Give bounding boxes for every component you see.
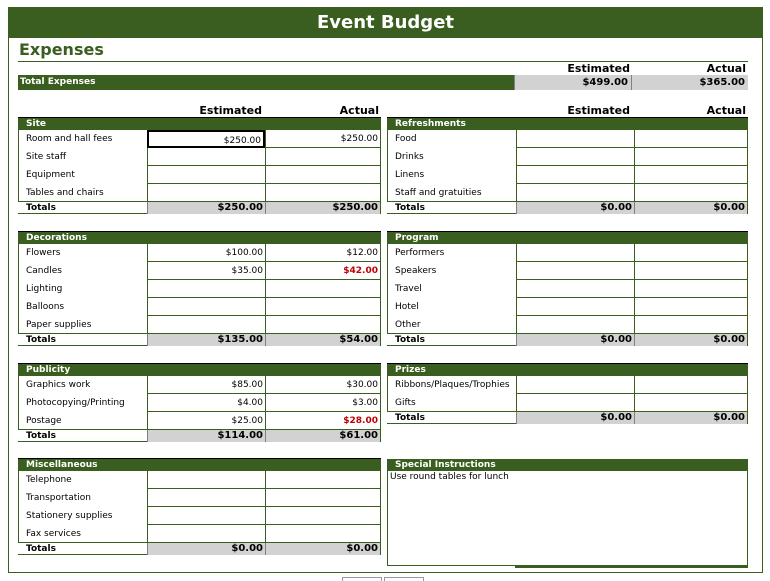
refreshments-row <box>387 148 748 166</box>
total-expenses-actual[interactable]: $365.00 <box>631 75 748 90</box>
expenses-heading: Expenses <box>19 40 104 59</box>
decorations-totals-row <box>18 333 381 346</box>
miscellaneous-row-label: Stationery supplies <box>26 511 113 521</box>
refreshments-row-label: Linens <box>395 170 425 180</box>
program-estimated-cell[interactable] <box>516 244 634 262</box>
miscellaneous-actual-cell[interactable] <box>265 507 381 525</box>
miscellaneous-actual-cell[interactable] <box>265 525 381 543</box>
prizes-total-estimated[interactable]: $0.00 <box>516 412 634 424</box>
sheet-tab-button[interactable] <box>342 577 382 581</box>
decorations-estimated-cell[interactable] <box>147 316 265 334</box>
prizes-totals-label: Totals <box>395 413 425 423</box>
program-row <box>387 298 748 316</box>
decorations-row <box>18 262 381 280</box>
site-row <box>18 166 381 184</box>
publicity-actual-cell[interactable]: $3.00 <box>265 394 381 412</box>
decorations-row-label: Candles <box>26 266 62 276</box>
refreshments-total-actual[interactable]: $0.00 <box>634 202 748 214</box>
publicity-totals-row <box>18 429 381 442</box>
publicity-estimated-cell[interactable]: $85.00 <box>147 376 265 394</box>
miscellaneous-row <box>18 507 381 525</box>
decorations-estimated-cell[interactable]: $35.00 <box>147 262 265 280</box>
decorations-totals-label: Totals <box>26 335 56 345</box>
decorations-total-estimated[interactable]: $135.00 <box>147 334 265 346</box>
publicity-row <box>18 412 381 430</box>
refreshments-estimated-cell[interactable] <box>516 130 634 148</box>
miscellaneous-estimated-cell[interactable] <box>147 525 265 543</box>
program-totals-label: Totals <box>395 335 425 345</box>
miscellaneous-row <box>18 471 381 489</box>
refreshments-header: Refreshments <box>387 118 748 130</box>
refreshments-estimated-cell[interactable] <box>516 184 634 202</box>
site-estimated-cell[interactable]: $250.00 <box>147 130 265 148</box>
prizes-row <box>387 394 748 412</box>
refreshments-left-border <box>387 130 388 202</box>
program-actual-cell[interactable] <box>634 316 748 334</box>
program-estimated-cell[interactable] <box>516 298 634 316</box>
site-estimated-cell[interactable] <box>147 166 265 184</box>
special-instructions-header: Special Instructions <box>387 459 748 471</box>
publicity-row-label: Photocopying/Printing <box>26 398 125 408</box>
prizes-left-border <box>387 376 388 412</box>
site-row <box>18 184 381 202</box>
site-left-border <box>18 130 19 202</box>
publicity-estimated-cell[interactable]: $25.00 <box>147 412 265 430</box>
program-row-label: Speakers <box>395 266 437 276</box>
refreshments-actual-cell[interactable] <box>634 166 748 184</box>
total-expenses-row <box>18 75 748 90</box>
miscellaneous-total-estimated[interactable]: $0.00 <box>147 543 265 555</box>
program-actual-cell[interactable] <box>634 280 748 298</box>
right-actual-header: Actual <box>706 104 746 117</box>
program-row <box>387 316 748 334</box>
refreshments-actual-cell[interactable] <box>634 148 748 166</box>
miscellaneous-row <box>18 525 381 543</box>
decorations-total-actual[interactable]: $54.00 <box>265 334 381 346</box>
special-instructions-underline <box>515 566 748 568</box>
prizes-estimated-cell[interactable] <box>516 376 634 394</box>
program-left-border <box>387 244 388 334</box>
program-row-label: Travel <box>395 284 422 294</box>
decorations-row <box>18 244 381 262</box>
publicity-row <box>18 394 381 412</box>
refreshments-estimated-cell[interactable] <box>516 166 634 184</box>
decorations-row <box>18 280 381 298</box>
right-estimated-header: Estimated <box>567 104 630 117</box>
total-expenses-estimated[interactable]: $499.00 <box>514 75 631 90</box>
site-actual-cell[interactable] <box>265 148 381 166</box>
publicity-actual-cell[interactable]: $30.00 <box>265 376 381 394</box>
refreshments-actual-cell[interactable] <box>634 130 748 148</box>
prizes-totals-row <box>387 411 748 424</box>
left-actual-header: Actual <box>339 104 379 117</box>
program-row-label: Performers <box>395 248 445 258</box>
miscellaneous-header: Miscellaneous <box>18 459 381 471</box>
miscellaneous-totals-label: Totals <box>26 544 56 554</box>
decorations-row-label: Balloons <box>26 302 65 312</box>
program-estimated-cell[interactable] <box>516 280 634 298</box>
program-actual-cell[interactable] <box>634 244 748 262</box>
site-row-label: Room and hall fees <box>26 134 113 144</box>
program-header: Program <box>387 232 748 244</box>
refreshments-total-estimated[interactable]: $0.00 <box>516 202 634 214</box>
special-instructions-text[interactable]: Use round tables for lunch <box>387 471 748 566</box>
left-estimated-header: Estimated <box>199 104 262 117</box>
prizes-row-label: Gifts <box>395 398 416 408</box>
decorations-estimated-cell[interactable]: $100.00 <box>147 244 265 262</box>
site-totals-label: Totals <box>26 203 56 213</box>
total-actual-header: Actual <box>706 62 746 75</box>
refreshments-actual-cell[interactable] <box>634 184 748 202</box>
miscellaneous-row <box>18 489 381 507</box>
site-estimated-cell[interactable] <box>147 148 265 166</box>
program-estimated-cell[interactable] <box>516 316 634 334</box>
refreshments-row <box>387 166 748 184</box>
miscellaneous-row-label: Telephone <box>26 475 72 485</box>
miscellaneous-row-label: Fax services <box>26 529 81 539</box>
decorations-row <box>18 316 381 334</box>
site-row-label: Equipment <box>26 170 75 180</box>
program-estimated-cell[interactable] <box>516 262 634 280</box>
decorations-row <box>18 298 381 316</box>
site-row-label: Tables and chairs <box>26 188 104 198</box>
publicity-header: Publicity <box>18 364 381 376</box>
site-header: Site <box>18 118 381 130</box>
site-actual-cell[interactable] <box>265 166 381 184</box>
publicity-left-border <box>18 376 19 430</box>
publicity-row <box>18 376 381 394</box>
site-row <box>18 148 381 166</box>
miscellaneous-estimated-cell[interactable] <box>147 507 265 525</box>
refreshments-row-label: Staff and gratuities <box>395 188 482 198</box>
site-row <box>18 130 381 148</box>
refreshments-row-label: Drinks <box>395 152 424 162</box>
decorations-estimated-cell[interactable] <box>147 280 265 298</box>
decorations-row-label: Paper supplies <box>26 320 92 330</box>
program-row <box>387 262 748 280</box>
publicity-actual-cell[interactable]: $28.00 <box>265 412 381 430</box>
publicity-total-actual[interactable]: $61.00 <box>265 430 381 442</box>
decorations-actual-cell[interactable] <box>265 316 381 334</box>
miscellaneous-left-border <box>18 471 19 543</box>
program-row <box>387 244 748 262</box>
publicity-row-label: Graphics work <box>26 380 91 390</box>
decorations-actual-cell[interactable] <box>265 280 381 298</box>
miscellaneous-actual-cell[interactable] <box>265 471 381 489</box>
refreshments-row-label: Food <box>395 134 417 144</box>
decorations-left-border <box>18 244 19 334</box>
sheet-tab-button[interactable] <box>384 577 424 581</box>
program-actual-cell[interactable] <box>634 298 748 316</box>
publicity-total-estimated[interactable]: $114.00 <box>147 430 265 442</box>
prizes-row <box>387 376 748 394</box>
program-row-label: Other <box>395 320 421 330</box>
miscellaneous-actual-cell[interactable] <box>265 489 381 507</box>
program-total-actual[interactable]: $0.00 <box>634 334 748 346</box>
miscellaneous-totals-row <box>18 542 381 555</box>
prizes-actual-cell[interactable] <box>634 394 748 412</box>
program-actual-cell[interactable] <box>634 262 748 280</box>
miscellaneous-estimated-cell[interactable] <box>147 489 265 507</box>
prizes-header: Prizes <box>387 364 748 376</box>
refreshments-totals-label: Totals <box>395 203 425 213</box>
publicity-totals-label: Totals <box>26 431 56 441</box>
miscellaneous-row-label: Transportation <box>26 493 91 503</box>
miscellaneous-estimated-cell[interactable] <box>147 471 265 489</box>
publicity-estimated-cell[interactable]: $4.00 <box>147 394 265 412</box>
refreshments-row <box>387 184 748 202</box>
site-total-actual[interactable]: $250.00 <box>265 202 381 214</box>
decorations-actual-cell[interactable] <box>265 298 381 316</box>
site-totals-row <box>18 201 381 214</box>
special-instructions-section <box>387 459 748 569</box>
refreshments-totals-row <box>387 201 748 214</box>
prizes-estimated-cell[interactable] <box>516 394 634 412</box>
program-totals-row <box>387 333 748 346</box>
prizes-total-actual[interactable]: $0.00 <box>634 412 748 424</box>
prizes-row-label: Ribbons/Plaques/Trophies <box>395 380 510 390</box>
publicity-row-label: Postage <box>26 416 62 426</box>
decorations-actual-cell[interactable]: $12.00 <box>265 244 381 262</box>
site-actual-cell[interactable]: $250.00 <box>265 130 381 148</box>
decorations-actual-cell[interactable]: $42.00 <box>265 262 381 280</box>
prizes-actual-cell[interactable] <box>634 376 748 394</box>
site-total-estimated[interactable]: $250.00 <box>147 202 265 214</box>
refreshments-estimated-cell[interactable] <box>516 148 634 166</box>
site-actual-cell[interactable] <box>265 184 381 202</box>
total-estimated-header: Estimated <box>567 62 630 75</box>
site-row-label: Site staff <box>26 152 67 162</box>
decorations-header: Decorations <box>18 232 381 244</box>
miscellaneous-total-actual[interactable]: $0.00 <box>265 543 381 555</box>
page-title: Event Budget <box>8 7 763 38</box>
decorations-row-label: Flowers <box>26 248 61 258</box>
refreshments-row <box>387 130 748 148</box>
decorations-row-label: Lighting <box>26 284 63 294</box>
program-row <box>387 280 748 298</box>
total-expenses-label: Total Expenses <box>20 77 96 87</box>
program-total-estimated[interactable]: $0.00 <box>516 334 634 346</box>
program-row-label: Hotel <box>395 302 419 312</box>
site-estimated-cell[interactable] <box>147 184 265 202</box>
decorations-estimated-cell[interactable] <box>147 298 265 316</box>
